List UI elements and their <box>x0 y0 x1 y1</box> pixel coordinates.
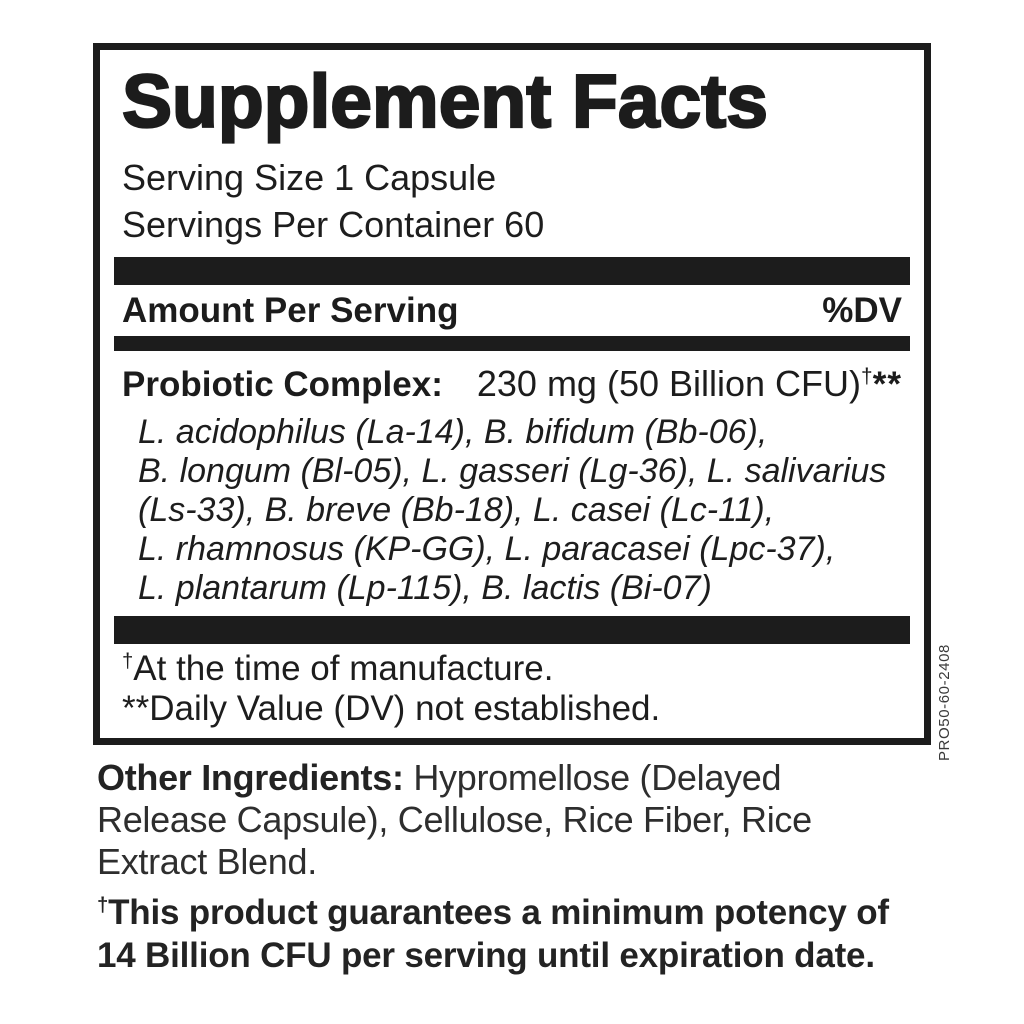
footnote-daily-value-text: Daily Value (DV) not established. <box>149 689 661 728</box>
product-code: PRO50-60-2408 <box>936 644 953 762</box>
ingredient-dv-value: ** <box>872 365 902 404</box>
guarantee-text: This product guarantees a minimum potency of <box>108 893 889 932</box>
strain-line: B. longum (Bl-05), L. gasseri (Lg-36), L. salivarius <box>138 452 887 490</box>
ingredient-amount-text: 230 mg (50 Billion CFU) <box>476 363 862 404</box>
serving-info <box>122 154 902 248</box>
guarantee-dagger-mark: † <box>97 894 109 917</box>
footnote-asterisk-mark: ** <box>122 689 150 728</box>
ingredient-amount <box>477 363 873 404</box>
footnote-dagger-mark: † <box>122 650 134 673</box>
divider-bar-middle <box>114 336 910 351</box>
ingredient-name: Probiotic Complex: <box>122 365 443 404</box>
strain-list <box>138 413 902 608</box>
other-ingredients-paragraph <box>97 757 957 883</box>
guarantee-statement <box>97 891 977 977</box>
divider-bar-bottom <box>114 616 910 644</box>
strain-line: L. rhamnosus (KP-GG), L. paracasei (Lpc-37), <box>138 530 836 568</box>
panel-title: Supplement Facts <box>122 59 768 143</box>
footnote-manufacture <box>122 649 902 689</box>
percent-dv-header: %DV <box>822 291 902 330</box>
supplement-facts-panel <box>93 43 931 745</box>
footnotes <box>122 649 902 729</box>
other-ingredients-text: Hypromellose (Delayed <box>413 757 782 798</box>
guarantee-line: 14 Billion CFU per serving until expiration date. <box>97 936 875 975</box>
guarantee-line <box>97 891 977 934</box>
footnote-manufacture-text: At the time of manufacture. <box>133 649 554 688</box>
strain-line: (Ls-33), B. breve (Bb-18), L. casei (Lc-11), <box>138 491 775 529</box>
column-header-row <box>122 285 902 336</box>
ingredient-amount-footnote-mark: † <box>861 365 873 388</box>
ingredient-row <box>122 363 902 405</box>
strain-line: L. acidophilus (La-14), B. bifidum (Bb-06), <box>138 413 768 451</box>
other-ingredients-line: Release Capsule), Cellulose, Rice Fiber, Rice <box>97 799 812 840</box>
other-ingredients-label: Other Ingredients: <box>97 757 404 798</box>
divider-bar-top <box>114 257 910 285</box>
amount-per-serving-header: Amount Per Serving <box>122 291 459 330</box>
servings-per-container: Servings Per Container 60 <box>122 204 545 245</box>
footnote-daily-value <box>122 689 902 729</box>
other-ingredients-line <box>97 757 957 799</box>
other-ingredients-line: Extract Blend. <box>97 841 317 882</box>
strain-line: L. plantarum (Lp-115), B. lactis (Bi-07) <box>138 569 712 607</box>
serving-size: Serving Size 1 Capsule <box>122 157 497 198</box>
